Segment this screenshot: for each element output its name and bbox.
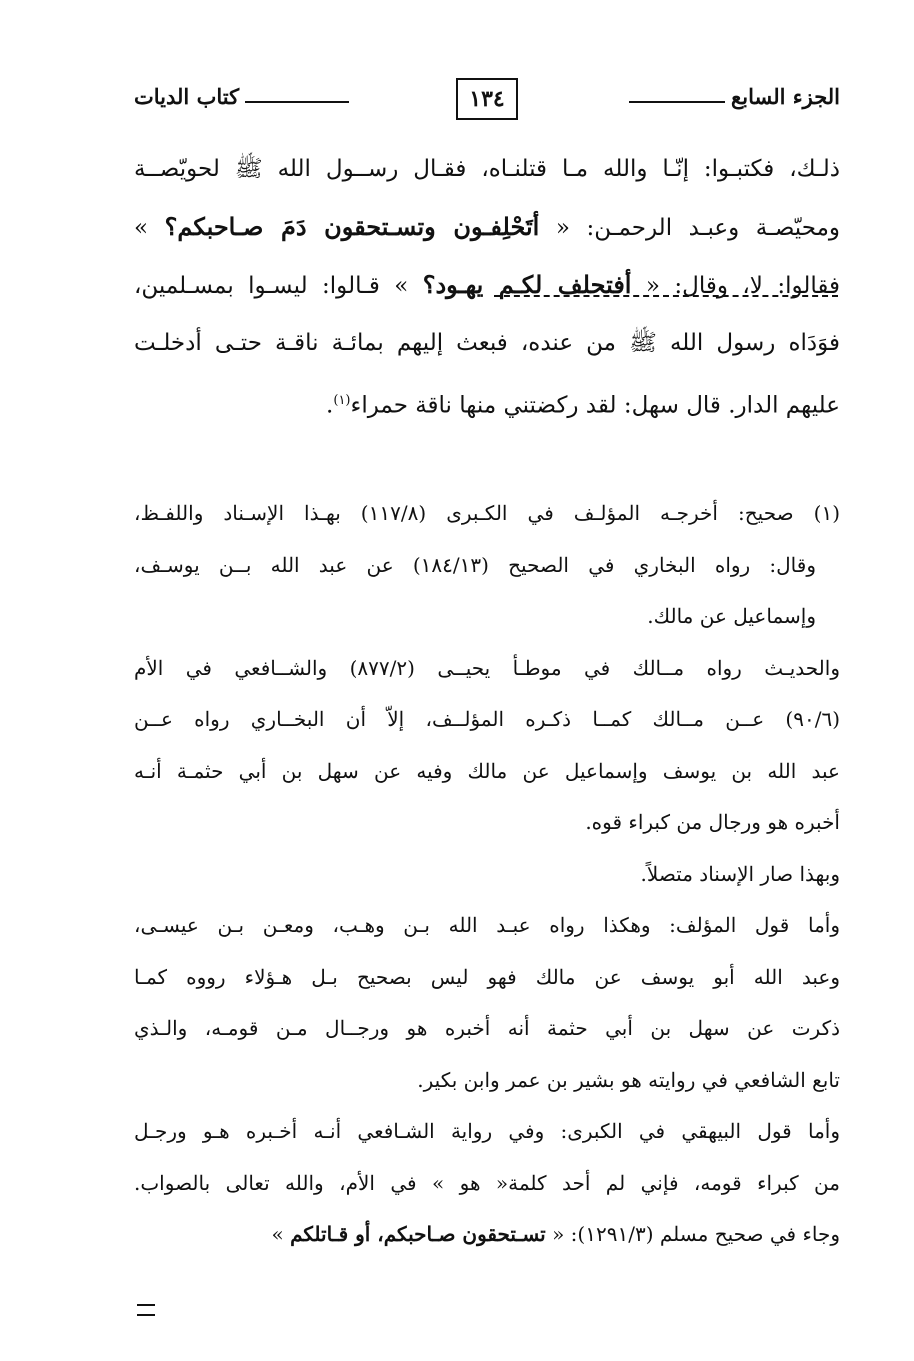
volume-title: الجزء السابع xyxy=(731,84,840,109)
book-title: كتاب الديات xyxy=(134,84,240,109)
footnote-line: وإسماعيل عن مالك. xyxy=(647,604,816,628)
header-volume xyxy=(629,84,840,109)
text-run: » xyxy=(134,215,165,241)
main-line-1: ذلـك، فكتبـوا: إنّـا والله مـا قتلنـاه، فقـال رســول الله ﷺ لحويّصــة xyxy=(134,156,840,182)
footnote-line: أخبره هو ورجال من كبراء قوه. xyxy=(585,810,840,834)
footnote-line: عبد الله بن يوسف وإسماعيل عن مالك وفيه عن سهل بن أبي حثمـة أنـه xyxy=(134,758,840,783)
continuation-mark xyxy=(137,1304,155,1316)
footnotes xyxy=(134,488,840,1261)
footnote-line: تابع الشافعي في روايته هو بشير بن عمر وابن بكير. xyxy=(417,1067,840,1092)
footnote-line: والحديـث رواه مــالك في موطـأ يحيــى (٨٧٧/٢) والشــافعي في الأم xyxy=(134,655,840,680)
text-run: فقالوا: لا، وقال: « xyxy=(631,273,840,299)
page-number: ١٣٤ xyxy=(456,78,518,120)
header-rule-left xyxy=(245,101,349,103)
footnote-line: (٩٠/٦) عــن مــالك كمــا ذكـره المؤلــف، إلاّ أن البخــاري رواه عــن xyxy=(134,707,840,731)
main-line-2 xyxy=(134,198,840,256)
text-run: » قـالوا: ليسـوا بمسـلمين، xyxy=(134,273,423,299)
footnote-line: وأما قول البيهقي في الكبرى: وفي رواية الشـافعي أنـه أخـبره هـو ورجـل xyxy=(134,1119,840,1143)
footnote-line: وقال: رواه البخاري في الصحيح (١٨٤/١٣) عن عبد الله بــن يوسـف، xyxy=(134,552,816,577)
footnote-line: من كبراء قومه، فإني لم أحد كلمة« هو » في الأم، والله تعالى بالصواب. xyxy=(134,1170,840,1195)
hadith-quote: أفتحلف لكـم يهـود؟ xyxy=(422,270,632,299)
footnote-line xyxy=(134,1209,840,1261)
text-run: » xyxy=(271,1222,291,1246)
footnote-line: ذكرت عن سهل بن أبي حثمة أنه أخبره هو ورجــال مـن قومـه، والـذي xyxy=(134,1016,840,1040)
footnote-line: وأما قول المؤلف: وهكذا رواه عبـد الله بـن وهـب، ومعـن بـن عيسـى، xyxy=(134,913,840,937)
footnote-marker: (١) xyxy=(333,393,351,408)
header-book xyxy=(134,84,349,109)
main-line-4: فوَدَاه رسول الله ﷺ من عنده، فبعث إليهم بمائـة ناقـة حتـى أدخلـت xyxy=(134,330,840,356)
text-run: عليهم الدار. قال سهل: لقد ركضتني منها ناقة حمراء xyxy=(350,392,840,419)
hadith-quote: تسـتحقون صـاحبكم، أو قـاتلكم xyxy=(290,1222,546,1246)
text-run: ومحيّصـة وعبـد الرحمـن: « xyxy=(539,215,840,241)
running-header xyxy=(134,78,840,124)
main-text xyxy=(134,140,840,430)
text-run: وجاء في صحيح مسلم (١٢٩١/٣): « xyxy=(545,1222,840,1246)
footnote-line: وبهذا صار الإسناد متصلاً. xyxy=(640,861,840,886)
main-line-5 xyxy=(134,372,840,430)
footnote-line: وعبد الله أبو يوسف عن مالك فهو ليس بصحيح بـل هـؤلاء رووه كمـا xyxy=(134,964,840,989)
header-rule-right xyxy=(629,101,725,103)
main-line-3 xyxy=(134,256,840,314)
text-run: . xyxy=(326,392,334,419)
hadith-quote: أتَحْلِفـون وتسـتحقون دَمَ صـاحبكم؟ xyxy=(164,212,540,241)
footnote-separator xyxy=(494,295,838,297)
footnote-line: (١) صحيح: أخرجـه المؤلـف في الكـبرى (١١٧/٨) بهـذا الإسـناد واللفـظ، xyxy=(134,501,840,525)
